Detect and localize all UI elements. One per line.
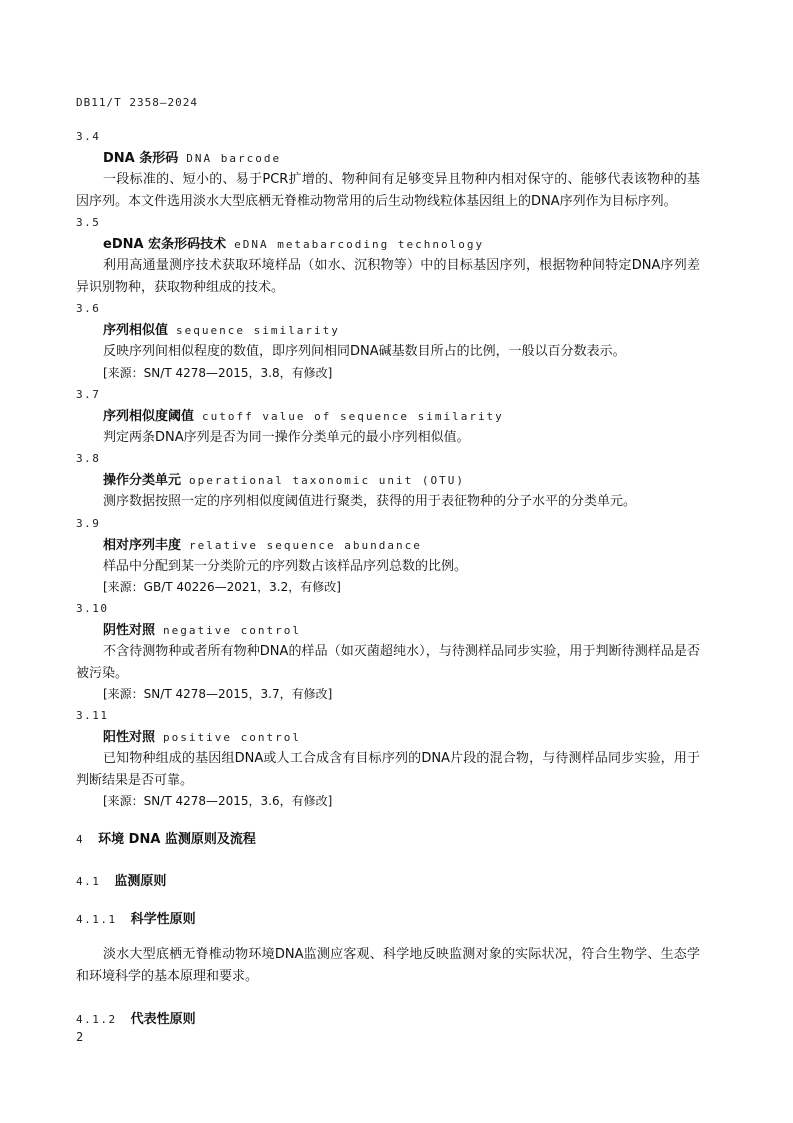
term-source: [来源：SN/T 4278—2015，3.7，有修改]	[103, 687, 333, 701]
term-entry	[76, 212, 700, 298]
term-number: 3.6	[76, 302, 101, 315]
term-definition: 利用高通量测序技术获取环境样品（如水、沉积物等）中的目标基因序列，根据物种间特定DNA序列差异识别物种，获取物种组成的技术。	[76, 258, 700, 295]
term-name-cn: DNA 条形码	[103, 151, 179, 166]
term-name-en: eDNA metabarcoding technology	[234, 238, 485, 251]
term-name-cn: 序列相似值	[103, 323, 169, 338]
term-entry	[76, 598, 700, 705]
term-title	[76, 470, 700, 491]
term-title	[76, 535, 700, 556]
term-definition: 测序数据按照一定的序列相似度阈值进行聚类，获得的用于表征物种的分子水平的分类单元。	[103, 494, 637, 509]
term-name-cn: 操作分类单元	[103, 473, 182, 488]
section-number: 4	[76, 833, 85, 846]
term-number: 3.11	[76, 709, 109, 722]
term-name-en: DNA barcode	[186, 152, 282, 165]
term-entry	[76, 126, 700, 212]
term-name-en: sequence similarity	[176, 324, 340, 337]
term-source: [来源：SN/T 4278—2015，3.8，有修改]	[103, 365, 333, 380]
section-number: 4.1.1	[76, 913, 117, 926]
term-title	[76, 406, 700, 427]
section-title: 环境 DNA 监测原则及流程	[98, 832, 256, 847]
section-number: 4.1	[76, 875, 101, 888]
term-entry	[76, 384, 700, 449]
term-number: 3.7	[76, 387, 101, 401]
term-entry	[76, 298, 700, 384]
term-number: 3.5	[76, 216, 101, 229]
term-name-cn: 阳性对照	[103, 730, 156, 745]
term-title	[76, 620, 700, 641]
term-definition: 不含待测物种或者所有物种DNA的样品（如灭菌超纯水），与待测样品同步实验，用于判断待测样品是否被污染。	[76, 644, 700, 681]
term-definition: 反映序列间相似程度的数值，即序列间相同DNA碱基数目所占的比例，一般以百分数表示。	[103, 344, 626, 359]
term-name-cn: 序列相似度阈值	[103, 408, 195, 424]
document-number: DB11/T 2358—2024	[76, 96, 198, 109]
term-name-en: negative control	[163, 624, 301, 637]
term-name-en: cutoff value of sequence similarity	[202, 409, 504, 423]
term-source: [来源：GB/T 40226—2021，3.2，有修改]	[103, 580, 341, 594]
term-definition: 判定两条DNA序列是否为同一操作分类单元的最小序列相似值。	[103, 429, 470, 445]
term-source: [来源：SN/T 4278—2015，3.6，有修改]	[103, 794, 333, 808]
term-definition: 已知物种组成的基因组DNA或人工合成含有目标序列的DNA片段的混合物，与待测样品同步实验，用于判断结果是否可靠。	[76, 751, 700, 788]
term-definition: 样品中分配到某一分类阶元的序列数占该样品序列总数的比例。	[103, 558, 468, 574]
term-definition: 一段标准的、短小的、易于PCR扩增的、物种间有足够变异且物种内相对保守的、能够代表该物种的基因序列。本文件选用淡水大型底栖无脊椎动物常用的后生动物线粒体基因组上的DNA序列作为目标序列。	[76, 172, 700, 209]
term-entry	[76, 448, 700, 513]
term-name-cn: eDNA 宏条形码技术	[103, 237, 227, 252]
term-number: 3.4	[76, 130, 101, 143]
section-paragraph: 淡水大型底栖无脊椎动物环境DNA监测应客观、科学地反映监测对象的实际状况，符合生物学、生态学和环境科学的基本原理和要求。	[76, 947, 700, 984]
section-title: 科学性原则	[130, 912, 196, 927]
term-title	[76, 727, 700, 748]
term-entry	[76, 705, 700, 812]
term-number: 3.10	[76, 602, 109, 615]
term-title	[76, 148, 700, 169]
section-heading-4-1	[76, 870, 700, 894]
term-name-en: positive control	[163, 731, 301, 744]
term-name-cn: 相对序列丰度	[103, 537, 182, 553]
term-name-cn: 阴性对照	[103, 623, 156, 638]
term-title	[76, 234, 700, 255]
term-name-en: operational taxonomic unit (OTU)	[189, 474, 465, 487]
term-title	[76, 320, 700, 341]
section-heading-4	[76, 828, 700, 852]
term-entry	[76, 513, 700, 599]
page-number: 2	[76, 1030, 84, 1044]
section-title: 监测原则	[114, 874, 167, 889]
section-heading-4-1-1	[76, 908, 700, 932]
section-title: 代表性原则	[130, 1012, 196, 1027]
section-number: 4.1.2	[76, 1013, 117, 1026]
section-heading-4-1-2	[76, 1008, 700, 1032]
term-name-en: relative sequence abundance	[189, 538, 422, 552]
document-body	[76, 126, 700, 1032]
term-number: 3.9	[76, 516, 101, 530]
term-number: 3.8	[76, 452, 101, 465]
